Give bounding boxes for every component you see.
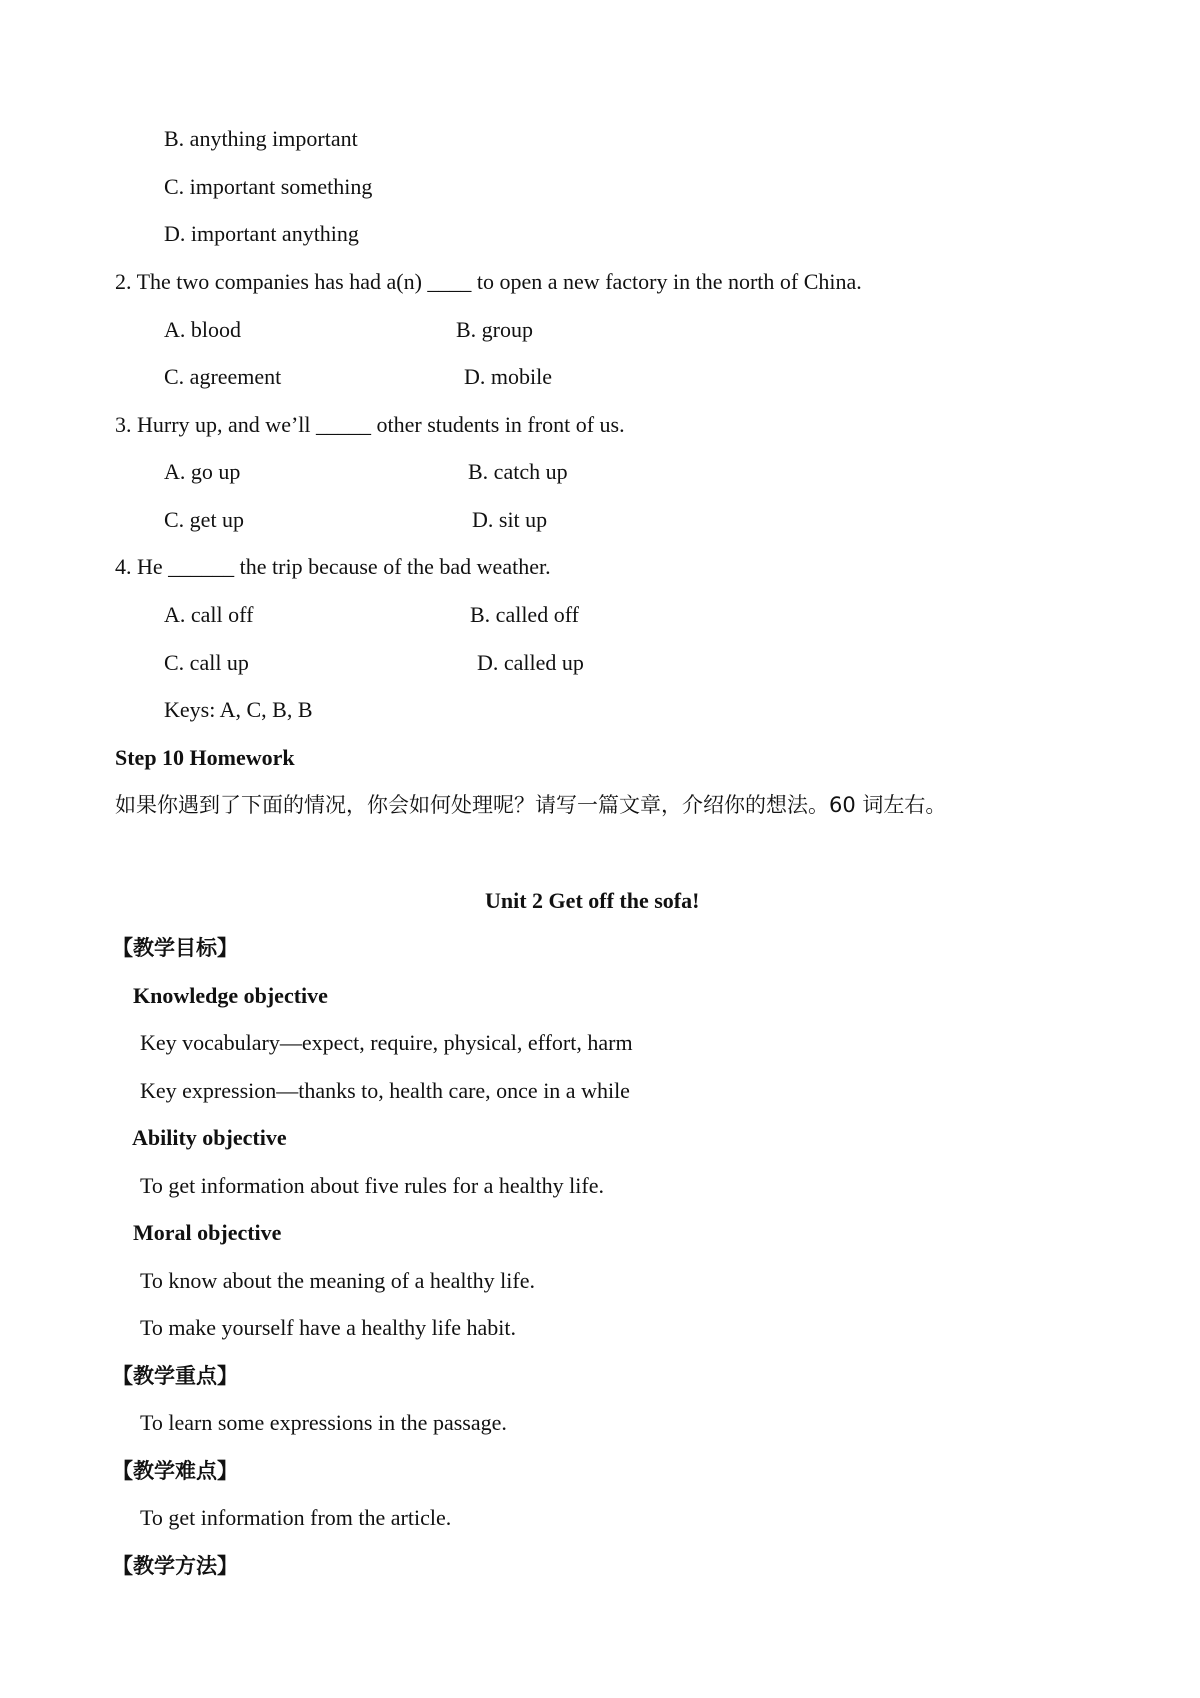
difficult-points-heading: 【教学难点】 [112, 1459, 238, 1483]
unit-title: Unit 2 Get off the sofa! [485, 888, 700, 913]
answer-keys: Keys: A, C, B, B [164, 697, 313, 722]
q4-stem: 4. He ______ the trip because of the bad weather. [115, 554, 551, 579]
key-expression: Key expression—thanks to, health care, once in a while [140, 1078, 630, 1103]
q3-stem: 3. Hurry up, and we’ll _____ other students in front of us. [115, 412, 625, 437]
q2-stem: 2. The two companies has had a(n) ____ to open a new factory in the north of China. [115, 269, 862, 294]
q3-option-a: A. go up [164, 459, 241, 484]
ability-objective-text: To get information about five rules for a healthy life. [140, 1173, 604, 1198]
q4-option-c: C. call up [164, 650, 249, 675]
key-points-text: To learn some expressions in the passage. [140, 1410, 507, 1435]
q2-option-b: B. group [456, 317, 533, 342]
ability-objective-heading: Ability objective [132, 1125, 287, 1150]
q2-option-c: C. agreement [164, 364, 282, 389]
moral-objective-text-1: To know about the meaning of a healthy life. [140, 1268, 535, 1293]
key-vocabulary: Key vocabulary—expect, require, physical, effort, harm [140, 1030, 633, 1055]
q1-option-b: B. anything important [164, 126, 358, 151]
q2-option-d: D. mobile [464, 364, 552, 389]
q1-option-d: D. important anything [164, 221, 359, 246]
q3-option-c: C. get up [164, 507, 245, 532]
difficult-points-text: To get information from the article. [140, 1505, 452, 1530]
methods-heading: 【教学方法】 [112, 1554, 238, 1578]
key-points-heading: 【教学重点】 [112, 1364, 238, 1388]
q4-option-d: D. called up [477, 650, 584, 675]
step10-text: 如果你遇到了下面的情况，你会如何处理呢？请写一篇文章，介绍你的想法。60 词左右。 [115, 793, 947, 817]
q4-option-a: A. call off [164, 602, 254, 627]
q3-option-b: B. catch up [468, 459, 568, 484]
knowledge-objective-heading: Knowledge objective [133, 983, 328, 1008]
q2-option-a: A. blood [164, 317, 241, 342]
moral-objective-text-2: To make yourself have a healthy life habit. [140, 1315, 516, 1340]
q1-option-c: C. important something [164, 174, 373, 199]
q3-option-d: D. sit up [472, 507, 548, 532]
moral-objective-heading: Moral objective [133, 1220, 282, 1245]
step10-heading: Step 10 Homework [115, 745, 295, 770]
objectives-heading: 【教学目标】 [112, 936, 238, 960]
q4-option-b: B. called off [470, 602, 579, 627]
